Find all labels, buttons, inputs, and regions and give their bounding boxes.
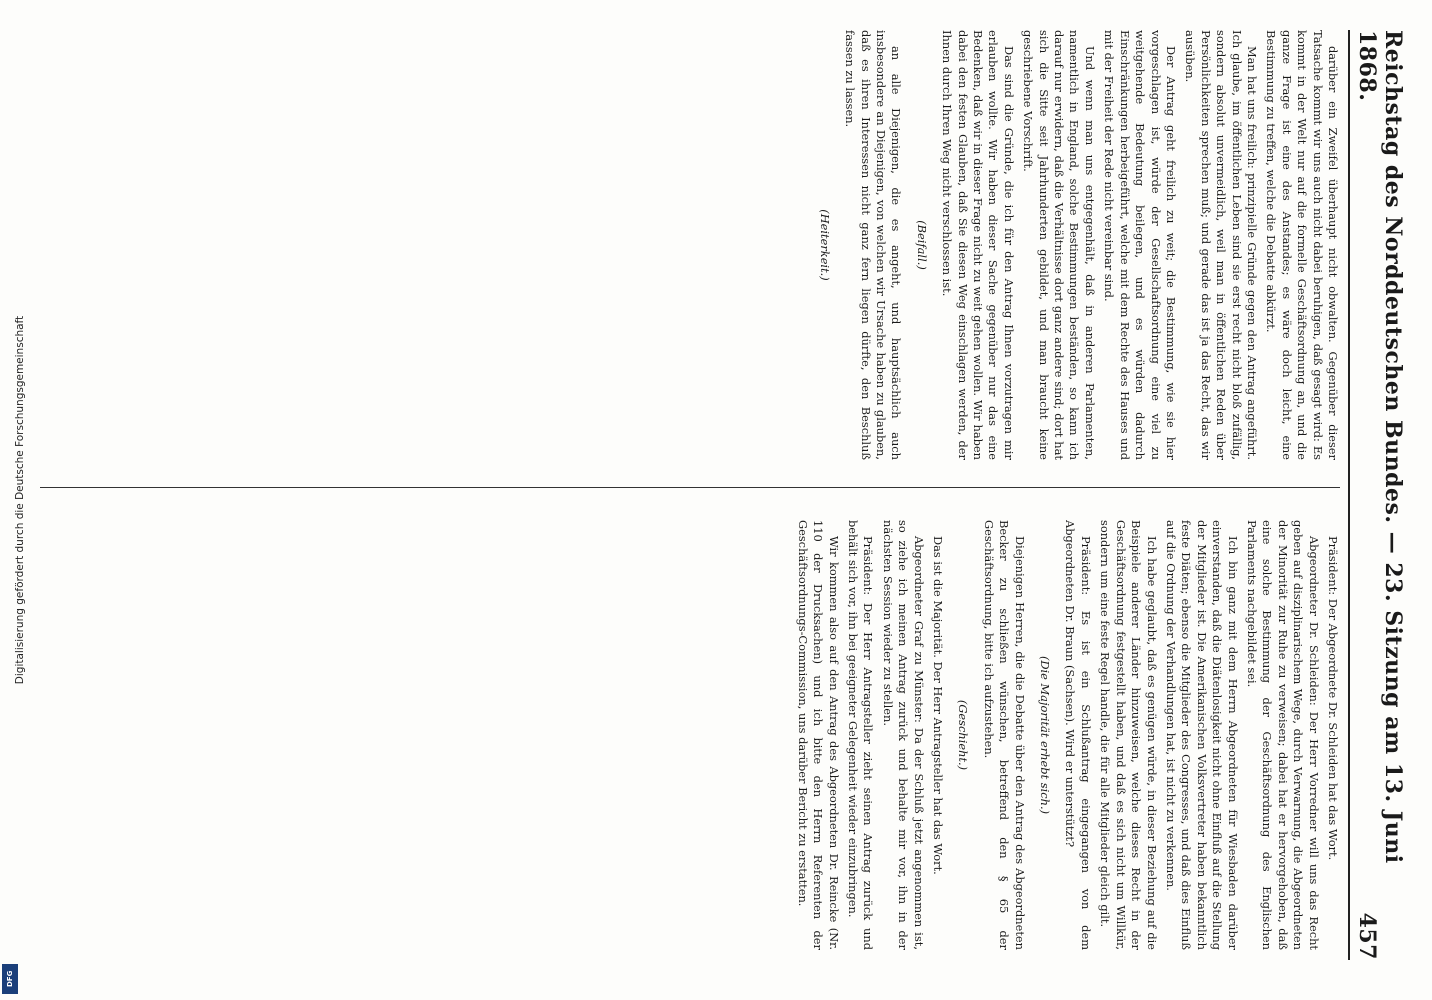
running-title: Reichstag des Norddeutschen Bundes. — 23. Sitzung am 13. Juni 1868. <box>1354 30 1406 864</box>
paragraph: Ich habe geglaubt, daß es genügen würde, in dieser Beziehung auf die Beispiele anderer Länder hinzuweisen, welche dieses Recht in der Geschäftsordnung festgestellt haben, und daß es sich nicht um Willkür, sondern um eine feste Regel handle, die für alle Mitglieder gleich gilt. <box>1098 520 1159 950</box>
column-divider <box>40 487 1340 488</box>
stage-direction: (Heiterkeit.) <box>817 209 832 281</box>
paragraph: Diejenigen Herren, die die Debatte über den Antrag des Abgeordneten Becker zu schließen wünschen, betreffend den § 65 der Geschäftsordnung, bitte ich aufzustehen. <box>981 520 1027 950</box>
paragraph: Präsident: Der Abgeordnete Dr. Schleiden hat das Wort. <box>1326 535 1340 861</box>
paragraph: darüber ein Zweifel überhaupt nicht obwalten. Gegenüber dieser Tatsache kommt wir uns auch nicht dabei beruhigen, daß gesagt wird: Es kommt in der Welt nur auf die formelle Geschäftsordnung an, und die ganze Frage ist eine des Anstandes; es wäre doch leicht, eine Bestimmung zu treffen, welche die Debatte abkürzt. <box>1264 30 1340 460</box>
paragraph: Der Antrag geht freilich zu weit; die Bestimmung, wie sie hier vorgeschlagen ist, würde der Gesellschaftsordnung eine viel zu weitgehende Bedeutung beilegen, und es würden dadurch Einschränkungen herbeigeführt, welche mit dem Rechte des Hauses und mit der Freiheit der Rede nicht vereinbar sind. <box>1102 30 1178 460</box>
header-rule <box>1348 30 1350 960</box>
paragraph: Wir kommen also auf den Antrag des Abgeordneten Dr. Reincke (Nr. 110 der Drucksachen) und ich bitte den Herrn Referenten der Geschäftsordnungs-Commission, uns darüber Bericht zu erstatten. <box>795 520 841 950</box>
dfg-logo: DFG <box>2 964 18 994</box>
paragraph: Präsident: Der Herr Antragsteller zieht seinen Antrag zurück und behält sich vor, ihn bei geeigneter Gelegenheit wieder einzubringen. <box>846 520 876 950</box>
credit-text: Digitalisierung gefördert durch die Deutsche Forschungsgemeinschaft <box>14 315 26 685</box>
left-column <box>60 30 1340 460</box>
paragraph: Das sind die Gründe, die ich für den Antrag Ihnen vorzutragen mir erlauben wollte. Wir haben dieser Sache gegenüber nur das eine Bedenken, daß wir in dieser Frage nicht zu weit gehen wollen. Wir haben dabei den festen Glauben, daß Sie diesen Weg einschlagen werden, der Ihnen durch Ihren Weg nicht verschlossen ist. <box>940 30 1016 460</box>
stage-direction: (Geschieht.) <box>956 699 971 771</box>
paragraph: Und wenn man uns entgegenhält, daß in anderen Parlamenten, namentlich in England, solche Bestimmungen beständen, so kann ich darauf nur erwidern, daß die Verhältnisse dort ganz andere sind; dort hat sich die Sitte seit Jahrhunderten gebildet, und man braucht keine geschriebene Vorschrift. <box>1021 30 1097 460</box>
right-column <box>60 520 1340 950</box>
paragraph: Ich bin ganz mit dem Herrn Abgeordneten für Wiesbaden darüber einverstanden, daß die Diätenlosigkeit nicht ohne Einfluß auf die Stellung der Mitglieder ist. Die Amerikanischen Volksvertreter haben bekanntlich feste Diäten; ebenso die Mitglieder des Congresses, und daß dies Einfluß auf die Ordnung der Verhandlungen hat, ist nicht zu verkennen. <box>1163 520 1240 950</box>
paragraph: Das ist die Majorität. Der Herr Antragsteller hat das Wort. <box>931 535 946 875</box>
page-header <box>1354 30 1406 960</box>
paragraph: Man hat uns freilich: prinzipielle Gründe gegen den Antrag angeführt. Ich glaube, im öffentlichen Leben sind sie erst recht nicht bloß zufällig, sondern absolut unvermeidlich, weil man in öffentlichen Reden über Persönlichkeiten sprechen muß; und gerade das ist ja das Recht, das wir ausüben. <box>1183 30 1259 460</box>
stage-direction: (Beifall.) <box>914 220 929 270</box>
page-number: 457 <box>1354 912 1380 960</box>
paragraph: Präsident: Es ist ein Schlußantrag eingegangen von dem Abgeordneten Dr. Braun (Sachsen). Wird er unterstützt? <box>1063 520 1093 950</box>
paragraph: Abgeordneter Graf zu Münster: Da der Schluß jetzt angenommen ist, so ziehe ich meinen Antrag zurück und behalte mir vor, ihn in der nächsten Session wieder zu stellen. <box>880 520 926 950</box>
digitization-credit <box>0 0 26 1000</box>
paragraph: an alle Diejenigen, die es angeht, und hauptsächlich auch insbesondere an Diejenigen, von welchen wir Ursache haben zu glauben, daß es ihren Interessen nicht ganz fern liegen dürfte, den Beschluß fassen zu lassen. <box>843 30 904 460</box>
stage-direction: (Die Majorität erhebt sich.) <box>1038 655 1053 815</box>
paragraph: Abgeordneter Dr. Schleiden: Der Herr Vorredner will uns das Recht geben auf disziplinarischem Wege, durch Verwarnung, die Abgeordneten der Minorität zur Ruhe zu verweisen; dabei hat er hervorgehoben, daß eine solche Bestimmung der Geschäftsordnung des Englischen Parlaments nachgebildet sei. <box>1244 520 1321 950</box>
